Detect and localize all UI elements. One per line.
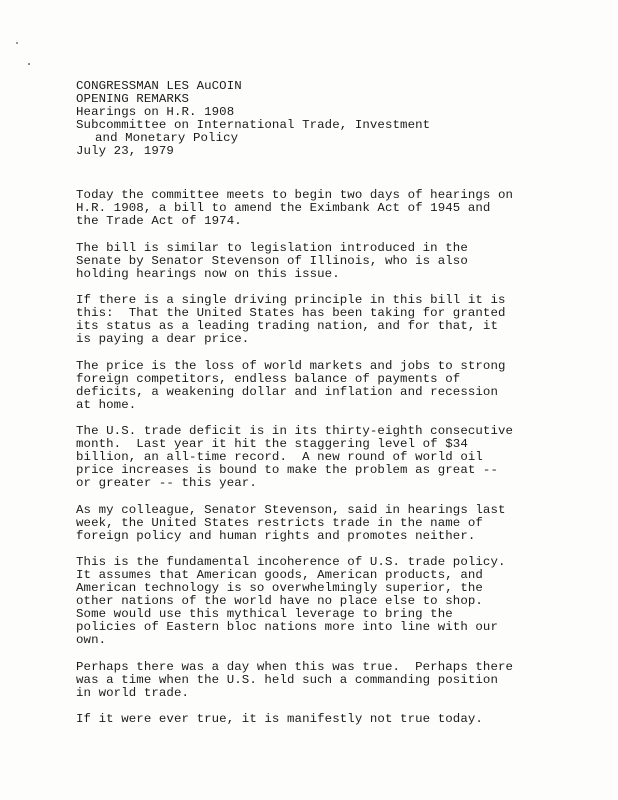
document-body (76, 189, 596, 740)
document-header (76, 80, 576, 158)
paragraph: Perhaps there was a day when this was true. Perhaps there was a time when the U.S. held such a commanding position in world trade. (76, 659, 514, 700)
scan-speck (28, 63, 30, 65)
paragraph: The U.S. trade deficit is in its thirty-eighth consecutive month. Last year it hit the staggering level of $34 billion, an all-time record. A new round of world oil price increases is bound to make the problem as great -- or greater -- this year. (76, 424, 514, 490)
header-line-name: CONGRESSMAN LES AuCOIN (76, 79, 242, 93)
scan-speck (16, 42, 18, 44)
header-line-title: OPENING REMARKS (76, 92, 190, 106)
paragraph: The price is the loss of world markets and jobs to strong foreign competitors, endless balance of payments of deficits, a weakening dollar and inflation and recession at home. (76, 358, 506, 412)
paragraph: If there is a single driving principle in this bill it is this: That the United States has been taking for granted its status as a leading trading nation, and for that, it is paying a dear price. (76, 293, 506, 346)
header-line-date: July 23, 1979 (76, 144, 174, 158)
header-line-subcommittee: Subcommittee on International Trade, Investment (76, 118, 431, 132)
header-line-hearings: Hearings on H.R. 1908 (76, 105, 235, 119)
paragraph: As my colleague, Senator Stevenson, said in hearings last week, the United States restricts trade in the name of foreign policy and human rights and promotes neither. (76, 502, 506, 543)
paragraph: The bill is similar to legislation introduced in the Senate by Senator Stevenson of Illinois, who is also holding hearings now on this issue. (76, 240, 468, 281)
paragraph: This is the fundamental incoherence of U.S. trade policy. It assumes that American goods, American products, and American technology is so overwhelmingly superior, the other nations of the world have no place else to shop. Some would use this mythical leverage to bring the policies of Eastern bloc nations more into line with our own. (76, 555, 506, 647)
header-line-subcommittee-cont: and Monetary Policy (95, 131, 239, 145)
paragraph: If it were ever true, it is manifestly not true today. (76, 712, 483, 726)
paragraph: Today the committee meets to begin two days of hearings on H.R. 1908, a bill to amend the Eximbank Act of 1945 and the Trade Act of 1974. (76, 188, 514, 228)
